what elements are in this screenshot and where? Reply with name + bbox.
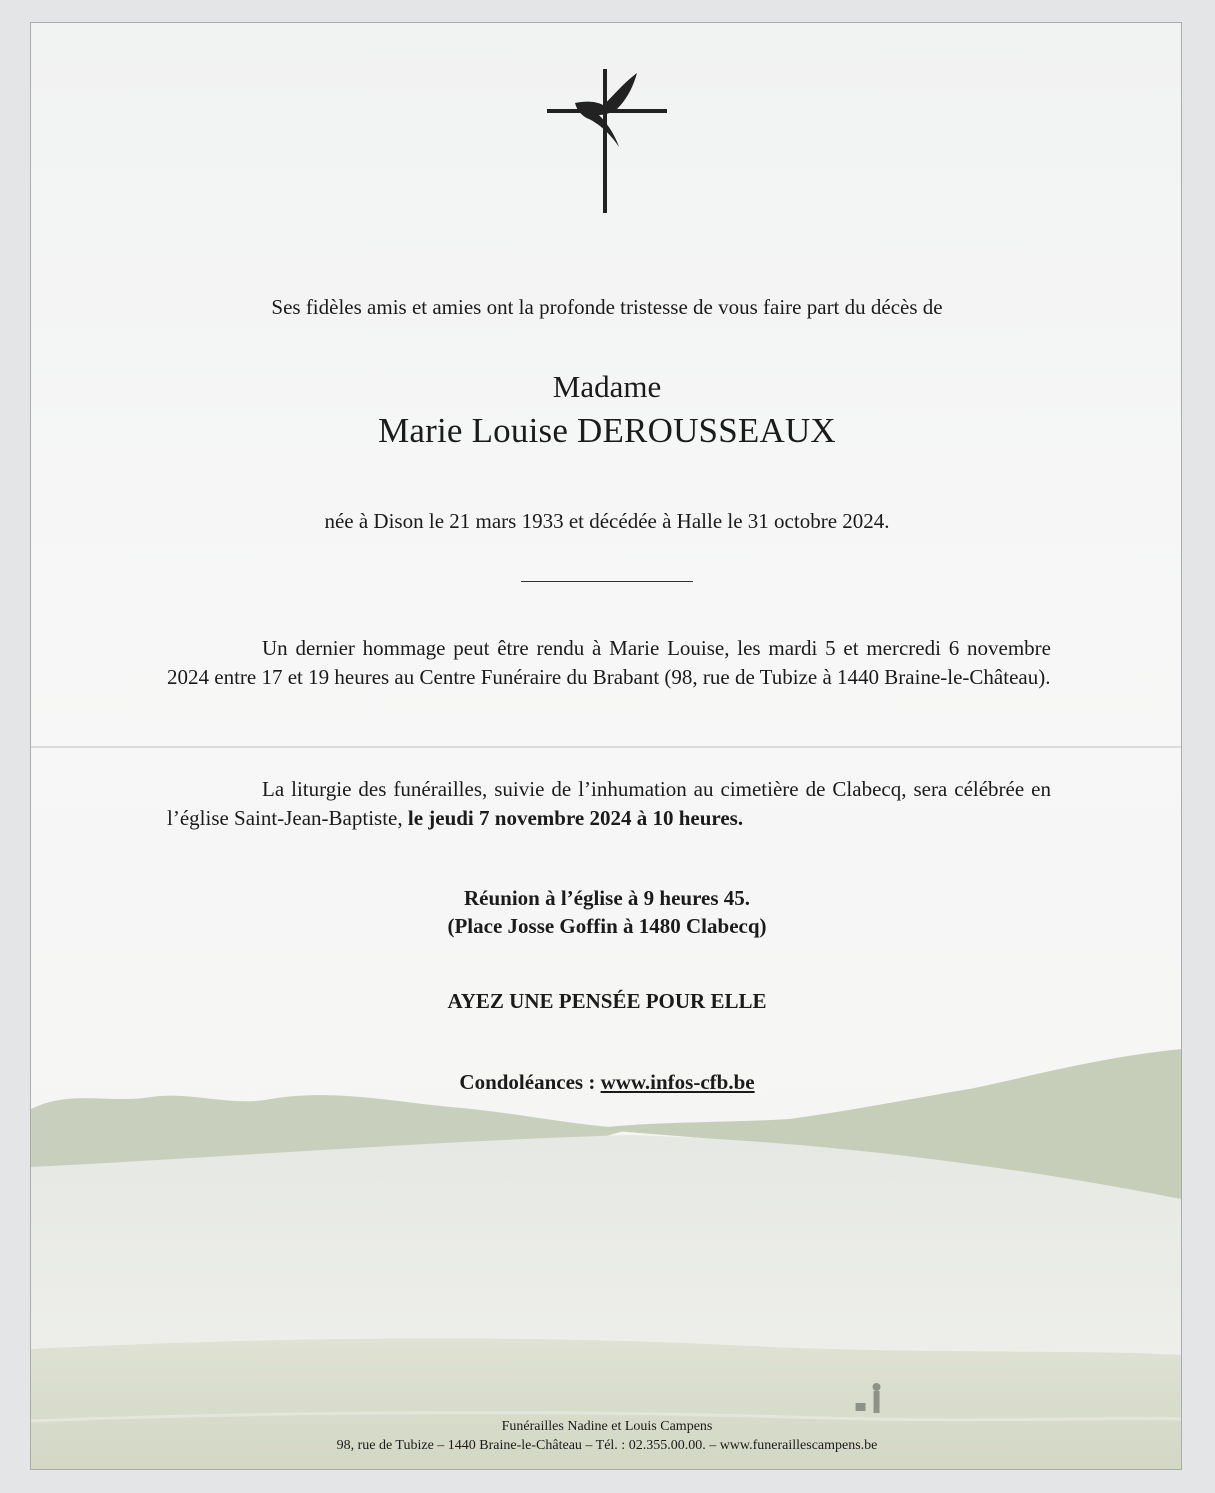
intro-text: Ses fidèles amis et amies ont la profonde tristesse de vous faire part du décès de — [271, 295, 943, 319]
funeral-paragraph — [167, 775, 1051, 833]
separator-line — [521, 581, 693, 582]
closing-message: AYEZ UNE PENSÉE POUR ELLE — [447, 989, 767, 1013]
birth-death-dates: née à Dison le 21 mars 1933 et décédée à Halle le 31 octobre 2024. — [324, 509, 890, 533]
lake-landscape-background — [31, 1049, 1181, 1469]
footer — [31, 1417, 1182, 1455]
condolences-line — [31, 1070, 1182, 1095]
funeral-text: La liturgie des funérailles, suivie de l’inhumation au cimetière de Clabecq, sera célébrée en l’église Saint-Jean-Baptiste, — [167, 777, 1051, 830]
cross-with-dove-icon — [541, 61, 671, 213]
condolences-link[interactable]: www.infos-cfb.be — [600, 1070, 755, 1094]
deceased-name: Marie Louise DEROUSSEAUX — [378, 411, 836, 450]
condolences-label: Condoléances : — [459, 1070, 601, 1094]
funeral-date-time: le jeudi 7 novembre 2024 à 10 heures. — [407, 806, 744, 830]
footer-company: Funérailles Nadine et Louis Campens — [501, 1419, 713, 1434]
visitation-paragraph: Un dernier hommage peut être rendu à Marie Louise, les mardi 5 et mercredi 6 novembre 2024 entre 17 et 19 heures au Centre Funéraire du Brabant (98, rue de Tubize à 1440 Braine-le-Château). — [167, 636, 1051, 689]
meeting-place: (Place Josse Goffin à 1480 Clabecq) — [447, 914, 767, 938]
meeting-time: Réunion à l’église à 9 heures 45. — [463, 886, 751, 910]
meeting-info — [31, 884, 1182, 940]
footer-contact: 98, rue de Tubize – 1440 Braine-le-Château – Tél. : 02.355.00.00. – www.funeraillescampens.be — [336, 1438, 878, 1453]
funeral-notice-card — [30, 22, 1182, 1470]
paper-fold-line — [31, 746, 1181, 748]
honorific-title: Madame — [552, 369, 662, 404]
